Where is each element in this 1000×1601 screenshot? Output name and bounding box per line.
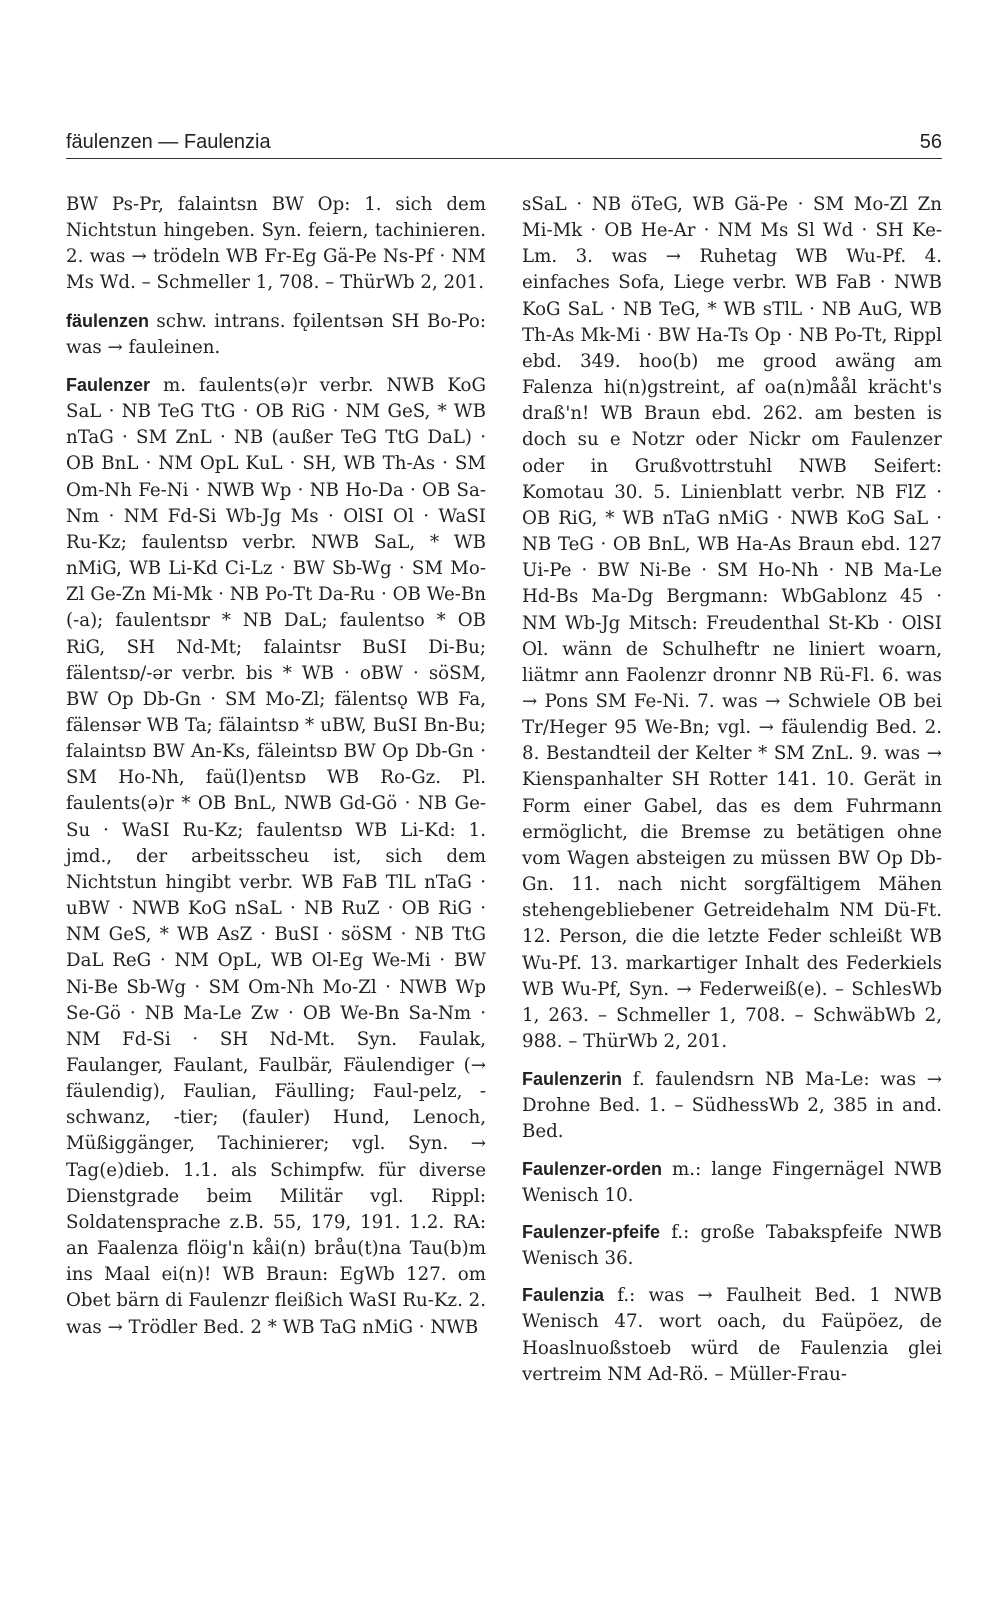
dictionary-entry: [522, 1282, 942, 1388]
continued-entry-text: BW Ps-Pr, falaintsn BW Op: 1. sich dem Nichtstun hingeben. Syn. feiern, tachinieren. 2. was → trödeln WB Fr-Eg Gä-Pe Ns-Pf · NM Ms Wd. – Schmeller 1, 708. – ThürWb 2, 201.: [66, 194, 486, 294]
dictionary-entry: [522, 1066, 942, 1145]
entry-headword: Faulenzer-pfeife: [522, 1221, 661, 1242]
entry-headword: Faulenzer: [66, 374, 151, 395]
running-header: [66, 128, 942, 159]
dictionary-entry: [522, 1219, 942, 1272]
entry-body: m.: lange Fingernägel NWB Wenisch 10.: [522, 1158, 942, 1206]
dictionary-entry: [522, 1156, 942, 1209]
entry-body: f.: große Tabakspfeife NWB Wenisch 36.: [522, 1221, 942, 1270]
entry-headword: Faulenzer-orden: [522, 1158, 663, 1179]
entry-headword: Faulenzerin: [522, 1069, 623, 1090]
entry-body: schw. intrans. fǫilentsən SH Bo-Po: was → fauleinen.: [66, 310, 486, 358]
running-title: fäulenzen — Faulenzia: [66, 131, 271, 153]
continued-entry-text: sSaL · NB öTeG, WB Gä-Pe · SM Mo-Zl Zn Mi-Mk · OB He-Ar · NM Ms Sl Wd · SH Ke-Lm. 3. was → Ruhetag WB Wu-Pf. 4. einfaches Sofa, Liege verbr. WB FaB · NWB KoG SaL · NB TeG, * WB sTlL · NB AuG, WB Th-As Mk-Mi · BW Ha-Ts Op · NB Po-Tt, Rippl ebd. 349. hoo(b) me grood awäng am Falenza hi(n)gstreint, af oa(n)måål krächt's draß'n! WB Braun ebd. 262. am besten is doch su e Notzr oder Nickr om Faulenzer oder in Grußvottrstuhl NWB Seifert: Komotau 30. 5. Linienblatt verbr. NB FlZ · OB RiG, * WB nTaG nMiG · NWB KoG SaL · NB TeG · OB BnL, WB Ha-As Braun ebd. 127 Ui-Pe · BW Ni-Be · SM Ho-Nh · NB Ma-Le Hd-Bs Ma-Dg Bergmann: WbGablonz 45 · NM Wb-Jg Mitsch: Freudenthal St-Kb · OlSI Ol. wänn de Schulheftr ne liniert woarn, liätmr ann Faolenzr dronnr NB Rü-Fl. 6. was → Pons SM Fe-Ni. 7. was → Schwiele OB bei Tr/Heger 95 We-Bn; vgl. → fäulendig Bed. 2. 8. Bestandteil der Kelter * SM ZnL. 9. was → Kienspanhalter SH Rotter 141. 10. Gerät in Form einer Gabel, das es dem Fuhrmann ermöglicht, die Bremse zu betätigen ohne vom Wagen absteigen zu müssen BW Op Db-Gn. 11. nach nicht sorgfältigem Mähen stehengebliebener Getreidehalm NM Dü-Ft. 12. Person, die die letzte Feder schleißt WB Wu-Pf. 13. markartiger Inhalt des Federkiels WB Wu-Pf, Syn. → Federweiß(e). – SchlesWb 1, 263. – Schmeller 1, 708. – SchwäbWb 2, 988. – ThürWb 2, 201.: [522, 194, 942, 1052]
entry-body: f. faulendsrn NB Ma-Le: was → Drohne Bed. 1. – SüdhessWb 2, 385 in and. Bed.: [522, 1069, 942, 1143]
entry-headword: Faulenzia: [522, 1285, 605, 1306]
dictionary-entry: [66, 308, 486, 361]
entry-headword: fäulenzen: [66, 310, 150, 331]
right-column: [522, 192, 942, 1388]
dictionary-entry: [66, 372, 486, 1341]
entry-body: f.: was → Faulheit Bed. 1 NWB Wenisch 47. wort oach, du Faüpöez, de Hoaslnuoßstoeb würd de Faulenzia glei vertreim NM Ad-Rö. – Müller-Frau-: [522, 1285, 942, 1385]
page-number: 56: [919, 131, 942, 153]
left-column: [66, 192, 486, 1341]
entry-body: m. faulents(ə)r verbr. NWB KoG SaL · NB TeG TtG · OB RiG · NM GeS, * WB nTaG · SM ZnL · NB (außer TeG TtG DaL) · OB BnL · NM OpL KuL · SH, WB Th-As · SM Om-Nh Fe-Ni · NWB Wp · NB Ho-Da · OB Sa-Nm · NM Fd-Si Wb-Jg Ms · OlSI Ol · WaSI Ru-Kz; faulentsɒ verbr. NWB SaL, * WB nMiG, WB Li-Kd Ci-Lz · BW Sb-Wg · SM Mo-Zl Ge-Zn Mi-Mk · NB Po-Tt Da-Ru · OB We-Bn (-a); faulentsɒr * NB DaL; faulentso * OB RiG, SH Nd-Mt; falaintsr BuSI Di-Bu; fälentsɒ/-ər verbr. bis * WB · oBW · söSM, BW Op Db-Gn · SM Mo-Zl; fälentsǫ WB Fa, fälensər WB Ta; fälaintsɒ * uBW, BuSI Bn-Bu; falaintsɒ BW An-Ks, fäleintsɒ BW Op Db-Gn · SM Ho-Nh, faü(l)entsɒ WB Ro-Gz. Pl. faulents(ə)r * OB BnL, NWB Gd-Gö · NB Ge-Su · WaSI Ru-Kz; faulentsɒ WB Li-Kd: 1. jmd., der arbeitsscheu ist, sich dem Nichtstun hingibt verbr. WB FaB TlL nTaG · uBW · NWB KoG nSaL · NB RuZ · OB RiG · NM GeS, * WB AsZ · BuSI · söSM · NB TtG DaL ReG · NM OpL, WB Ol-Eg We-Mi · BW Ni-Be Sb-Wg · SM Om-Nh Mo-Zl · NWB Wp Se-Gö · NB Ma-Le Zw · OB We-Bn Sa-Nm · NM Fd-Si · SH Nd-Mt. Syn. Faulak, Faulanger, Faulant, Faulbär, Fäulendiger (→ fäulendig), Faulian, Fäulling; Faul-pelz, -schwanz, -tier; (fauler) Hund, Lenoch, Müßiggänger, Tachinierer; vgl. Syn. → Tag(e)dieb. 1.1. als Schimpfw. für diverse Dienstgrade beim Militär vgl. Rippl: Soldatensprache z.B. 55, 179, 191. 1.2. RA: an Faalenza flöig'n kåi(n) bråu(t)na Tau(b)m ins Maal ei(n)! WB Braun: EgWb 127. om Obet bärn di Faulenzr fleißich WaSI Ru-Kz. 2. was → Trödler Bed. 2 * WB TaG nMiG · NWB: [66, 374, 486, 1338]
